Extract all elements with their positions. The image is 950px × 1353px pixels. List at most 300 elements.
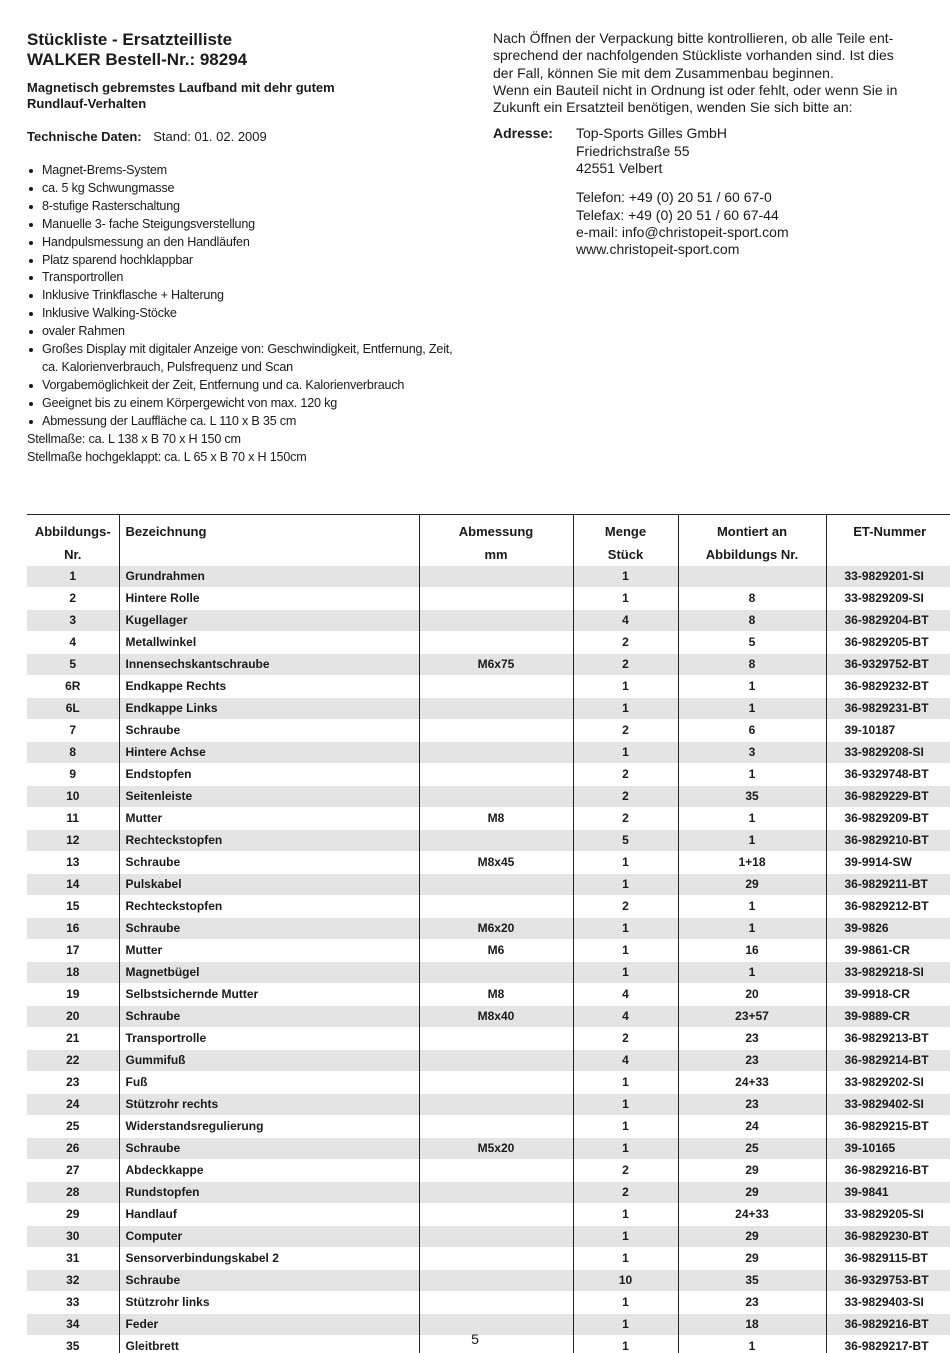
cell-dimension: M6	[419, 940, 573, 962]
cell-dimension	[419, 610, 573, 632]
feature-item: Magnet-Brems-System	[27, 162, 467, 180]
table-row	[27, 566, 950, 588]
feature-item: ca. 5 kg Schwungmasse	[27, 180, 467, 198]
cell-quantity: 1	[573, 1116, 678, 1138]
cell-spare-part-number: 36-9829217-BT	[826, 1336, 950, 1353]
cell-spare-part-number: 36-9829216-BT	[826, 1314, 950, 1336]
product-subtitle: Magnetisch gebremstes Laufband mit dehr gutem Rundlauf-Verhalten	[27, 80, 335, 111]
cell-mounted-at: 29	[678, 874, 826, 896]
cell-quantity: 4	[573, 984, 678, 1006]
cell-figure-nr: 19	[66, 987, 80, 1001]
cell-mounted-at: 5	[678, 632, 826, 654]
cell-spare-part-number: 39-9841	[826, 1182, 950, 1204]
cell-mounted-at: 29	[678, 1248, 826, 1270]
cell-dimension	[419, 1072, 573, 1094]
cell-quantity: 1	[573, 918, 678, 940]
intro-line: sprechend der nachfolgenden Stückliste vorhanden sind. Ist dies	[493, 47, 894, 64]
cell-figure-nr: 27	[66, 1163, 80, 1177]
cell-mounted-at: 1	[678, 918, 826, 940]
cell-spare-part-number: 36-9829230-BT	[826, 1226, 950, 1248]
parts-table-wrapper	[27, 514, 929, 1353]
cell-description: Pulskabel	[119, 874, 419, 896]
cell-quantity: 1	[573, 698, 678, 720]
cell-mounted-at: 23	[678, 1028, 826, 1050]
technical-data-date: Stand: 01. 02. 2009	[153, 129, 267, 144]
document-title	[27, 30, 467, 70]
feature-item: Inklusive Walking-Stöcke	[27, 305, 467, 323]
table-row	[27, 654, 950, 676]
table-row	[27, 1116, 950, 1138]
cell-quantity: 1	[573, 1072, 678, 1094]
cell-figure-nr: 10	[27, 786, 119, 808]
cell-figure-nr: 4	[69, 635, 77, 649]
table-row	[27, 764, 950, 786]
title-line-1: Stückliste - Ersatzteilliste	[27, 30, 233, 49]
cell-dimension	[419, 896, 573, 918]
table-row	[27, 1006, 950, 1028]
cell-description: Abdeckkappe	[119, 1160, 419, 1182]
technical-data-heading	[27, 129, 467, 145]
cell-description: Schraube	[119, 918, 419, 940]
cell-dimension	[419, 1050, 573, 1072]
cell-quantity: 2	[573, 1028, 678, 1050]
cell-mounted-at: 8	[678, 654, 826, 676]
table-row	[27, 1292, 950, 1314]
feature-item: Abmessung der Lauffläche ca. L 110 x B 35 cm	[27, 413, 467, 431]
cell-quantity: 1	[573, 1292, 678, 1314]
page-number: 5	[471, 1331, 479, 1347]
cell-spare-part-number: 33-9829218-SI	[826, 962, 950, 984]
cell-description: Grundrahmen	[119, 566, 419, 588]
address-company: Top-Sports Gilles GmbH	[576, 125, 727, 142]
cell-quantity: 1	[573, 1314, 678, 1336]
cell-figure-nr: 34	[27, 1314, 119, 1336]
cell-description: Fuß	[119, 1072, 419, 1094]
table-row	[27, 1204, 950, 1226]
cell-dimension	[419, 566, 573, 588]
cell-mounted-at: 35	[678, 786, 826, 808]
cell-spare-part-number: 33-9829201-SI	[826, 566, 950, 588]
cell-figure-nr: 7	[69, 723, 77, 737]
cell-dimension	[419, 742, 573, 764]
cell-quantity: 2	[573, 786, 678, 808]
cell-mounted-at: 25	[678, 1138, 826, 1160]
cell-spare-part-number: 36-9829231-BT	[826, 698, 950, 720]
cell-mounted-at	[678, 566, 826, 588]
table-row	[27, 1072, 950, 1094]
cell-spare-part-number: 39-9918-CR	[826, 984, 950, 1006]
cell-description: Mutter	[119, 808, 419, 830]
cell-mounted-at: 29	[678, 1226, 826, 1248]
header-description: Bezeichnung	[119, 515, 419, 567]
cell-spare-part-number: 36-9329748-BT	[826, 764, 950, 786]
intro-line: der Fall, können Sie mit dem Zusammenbau beginnen.	[493, 64, 834, 81]
cell-mounted-at: 23	[678, 1292, 826, 1314]
table-row	[27, 676, 950, 698]
cell-dimension	[419, 632, 573, 654]
cell-description: Seitenleiste	[119, 786, 419, 808]
cell-description: Schraube	[119, 1270, 419, 1292]
feature-item: Vorgabemöglichkeit der Zeit, Entfernung und ca. Kalorienverbrauch	[27, 377, 467, 395]
cell-spare-part-number: 33-9829402-SI	[826, 1094, 950, 1116]
cell-spare-part-number: 39-10187	[826, 720, 950, 742]
cell-spare-part-number: 33-9829208-SI	[826, 742, 950, 764]
cell-mounted-at: 1	[678, 808, 826, 830]
cell-figure-nr: 35	[66, 1339, 80, 1353]
cell-figure-nr: 21	[66, 1031, 80, 1045]
cell-quantity: 10	[573, 1270, 678, 1292]
cell-description: Metallwinkel	[119, 632, 419, 654]
cell-mounted-at: 8	[678, 588, 826, 610]
cell-quantity: 1	[573, 1248, 678, 1270]
cell-quantity: 2	[573, 1182, 678, 1204]
table-row	[27, 808, 950, 830]
cell-dimension	[419, 786, 573, 808]
cell-dimension	[419, 1204, 573, 1226]
cell-spare-part-number: 36-9829211-BT	[826, 874, 950, 896]
cell-figure-nr: 8	[27, 742, 119, 764]
cell-spare-part-number: 36-9829205-BT	[826, 632, 950, 654]
cell-description: Kugellager	[119, 610, 419, 632]
cell-description: Hintere Achse	[119, 742, 419, 764]
cell-mounted-at: 1	[678, 676, 826, 698]
table-row	[27, 1160, 950, 1182]
technical-data-label: Technische Daten:	[27, 129, 142, 144]
cell-dimension: M6x75	[419, 654, 573, 676]
cell-description: Gleitbrett	[119, 1336, 419, 1353]
cell-quantity: 1	[573, 874, 678, 896]
cell-description: Schraube	[119, 1006, 419, 1028]
cell-description: Endstopfen	[119, 764, 419, 786]
cell-dimension	[419, 1160, 573, 1182]
cell-description: Rechteckstopfen	[119, 896, 419, 918]
table-row	[27, 940, 950, 962]
cell-dimension: M5x20	[419, 1138, 573, 1160]
cell-spare-part-number: 39-9861-CR	[826, 940, 950, 962]
table-row	[27, 698, 950, 720]
feature-item: Platz sparend hochklappbar	[27, 252, 467, 270]
cell-figure-nr: 9	[69, 767, 77, 781]
feature-item: Geeignet bis zu einem Körpergewicht von max. 120 kg	[27, 395, 467, 413]
cell-figure-nr: 17	[66, 943, 80, 957]
cell-quantity: 2	[573, 808, 678, 830]
intro-line: Wenn ein Bauteil nicht in Ordnung ist oder fehlt, oder wenn Sie in	[493, 81, 898, 98]
dimensions-standing: Stellmaße: ca. L 138 x B 70 x H 150 cm	[27, 431, 241, 446]
cell-description: Transportrolle	[119, 1028, 419, 1050]
feature-item: 8-stufige Rasterschaltung	[27, 198, 467, 216]
cell-mounted-at: 24+33	[678, 1072, 826, 1094]
cell-quantity: 1	[573, 962, 678, 984]
cell-description: Magnetbügel	[119, 962, 419, 984]
cell-quantity: 5	[573, 830, 678, 852]
header-quantity: Menge Stück	[573, 515, 678, 567]
address-gap	[576, 177, 789, 189]
table-row	[27, 984, 950, 1006]
cell-quantity: 1	[573, 676, 678, 698]
cell-dimension	[419, 1270, 573, 1292]
cell-figure-nr: 32	[27, 1270, 119, 1292]
cell-mounted-at: 1	[678, 764, 826, 786]
cell-quantity: 1	[573, 1336, 678, 1353]
address-fax: Telefax: +49 (0) 20 51 / 60 67-44	[576, 206, 779, 223]
table-row	[27, 830, 950, 852]
cell-dimension	[419, 1248, 573, 1270]
cell-figure-nr: 18	[27, 962, 119, 984]
table-row	[27, 1028, 950, 1050]
cell-figure-nr: 24	[27, 1094, 119, 1116]
header-left	[27, 30, 467, 466]
cell-dimension: M8x45	[419, 852, 573, 874]
cell-spare-part-number: 33-9829205-SI	[826, 1204, 950, 1226]
cell-figure-nr: 29	[66, 1207, 80, 1221]
cell-quantity: 2	[573, 632, 678, 654]
cell-figure-nr: 28	[27, 1182, 119, 1204]
address-phone: Telefon: +49 (0) 20 51 / 60 67-0	[576, 189, 772, 206]
cell-spare-part-number: 39-10165	[826, 1138, 950, 1160]
table-row	[27, 610, 950, 632]
intro-line: Nach Öffnen der Verpackung bitte kontrollieren, ob alle Teile ent-	[493, 30, 894, 46]
address-block	[493, 125, 925, 258]
cell-quantity: 4	[573, 1050, 678, 1072]
cell-figure-nr: 26	[27, 1138, 119, 1160]
cell-mounted-at: 8	[678, 610, 826, 632]
cell-mounted-at: 1	[678, 830, 826, 852]
cell-figure-nr: 3	[27, 610, 119, 632]
cell-figure-nr: 30	[27, 1226, 119, 1248]
table-row	[27, 1094, 950, 1116]
cell-figure-nr: 13	[66, 855, 80, 869]
cell-dimension	[419, 764, 573, 786]
feature-item: ovaler Rahmen	[27, 323, 467, 341]
cell-spare-part-number: 33-9829209-SI	[826, 588, 950, 610]
cell-dimension	[419, 720, 573, 742]
cell-figure-nr: 22	[27, 1050, 119, 1072]
cell-description: Computer	[119, 1226, 419, 1248]
cell-figure-nr: 1	[27, 566, 119, 588]
cell-description: Schraube	[119, 1138, 419, 1160]
cell-quantity: 1	[573, 742, 678, 764]
table-header-row	[27, 515, 950, 567]
address-city: 42551 Velbert	[576, 160, 663, 177]
header-figure-nr: Abbildungs- Nr.	[34, 524, 111, 562]
table-row	[27, 1138, 950, 1160]
dimensions-folded: Stellmaße hochgeklappt: ca. L 65 x B 70 x H 150cm	[27, 449, 307, 464]
cell-figure-nr: 25	[66, 1119, 80, 1133]
cell-quantity: 2	[573, 720, 678, 742]
table-row	[27, 1182, 950, 1204]
feature-item: Handpulsmessung an den Handläufen	[27, 234, 467, 252]
cell-figure-nr: 2	[69, 591, 77, 605]
cell-figure-nr: 33	[66, 1295, 80, 1309]
cell-figure-nr: 12	[27, 830, 119, 852]
cell-mounted-at: 35	[678, 1270, 826, 1292]
cell-dimension	[419, 962, 573, 984]
cell-dimension	[419, 588, 573, 610]
cell-figure-nr: 6L	[27, 698, 119, 720]
cell-spare-part-number: 36-9829115-BT	[826, 1248, 950, 1270]
cell-mounted-at: 6	[678, 720, 826, 742]
cell-quantity: 1	[573, 940, 678, 962]
cell-spare-part-number: 33-9829403-SI	[826, 1292, 950, 1314]
cell-spare-part-number: 36-9829213-BT	[826, 1028, 950, 1050]
cell-dimension: M8x40	[419, 1006, 573, 1028]
cell-dimension	[419, 676, 573, 698]
table-row	[27, 1226, 950, 1248]
cell-quantity: 1	[573, 1226, 678, 1248]
address-street: Friedrichstraße 55	[576, 142, 690, 159]
address-body	[576, 125, 789, 258]
cell-mounted-at: 23	[678, 1050, 826, 1072]
cell-quantity: 1	[573, 588, 678, 610]
parts-table-body	[27, 566, 950, 1353]
cell-dimension	[419, 1094, 573, 1116]
parts-table	[27, 514, 950, 1353]
header-spare-part-number: ET-Nummer	[826, 515, 950, 567]
cell-description: Endkappe Rechts	[119, 676, 419, 698]
cell-figure-nr: 31	[66, 1251, 80, 1265]
cell-quantity: 1	[573, 1138, 678, 1160]
cell-description: Innensechskantschraube	[119, 654, 419, 676]
table-row	[27, 632, 950, 654]
cell-description: Rechteckstopfen	[119, 830, 419, 852]
cell-dimension	[419, 698, 573, 720]
title-line-2: WALKER Bestell-Nr.: 98294	[27, 50, 248, 69]
cell-spare-part-number: 36-9829209-BT	[826, 808, 950, 830]
cell-description: Mutter	[119, 940, 419, 962]
cell-spare-part-number: 36-9829216-BT	[826, 1160, 950, 1182]
cell-mounted-at: 1	[678, 698, 826, 720]
cell-dimension	[419, 1292, 573, 1314]
cell-mounted-at: 1	[678, 896, 826, 918]
cell-dimension	[419, 874, 573, 896]
cell-description: Handlauf	[119, 1204, 419, 1226]
cell-figure-nr: 23	[66, 1075, 80, 1089]
table-row	[27, 742, 950, 764]
table-row	[27, 962, 950, 984]
cell-description: Schraube	[119, 852, 419, 874]
cell-spare-part-number: 33-9829202-SI	[826, 1072, 950, 1094]
table-row	[27, 896, 950, 918]
cell-quantity: 2	[573, 654, 678, 676]
cell-spare-part-number: 36-9329753-BT	[826, 1270, 950, 1292]
address-email[interactable]: e-mail: info@christopeit-sport.com	[576, 223, 789, 240]
cell-description: Selbstsichernde Mutter	[119, 984, 419, 1006]
cell-quantity: 1	[573, 1204, 678, 1226]
cell-spare-part-number: 39-9889-CR	[826, 1006, 950, 1028]
address-label: Adresse:	[493, 125, 553, 142]
cell-mounted-at: 24+33	[678, 1204, 826, 1226]
cell-dimension	[419, 1116, 573, 1138]
cell-mounted-at: 1+18	[678, 852, 826, 874]
cell-spare-part-number: 36-9829229-BT	[826, 786, 950, 808]
cell-spare-part-number: 36-9829215-BT	[826, 1116, 950, 1138]
cell-mounted-at: 1	[678, 962, 826, 984]
cell-dimension: M6x20	[419, 918, 573, 940]
cell-spare-part-number: 36-9829204-BT	[826, 610, 950, 632]
cell-description: Hintere Rolle	[119, 588, 419, 610]
feature-item: Inklusive Trinkflasche + Halterung	[27, 287, 467, 305]
cell-description: Schraube	[119, 720, 419, 742]
cell-mounted-at: 20	[678, 984, 826, 1006]
cell-spare-part-number: 36-9829232-BT	[826, 676, 950, 698]
intro-line: Zukunft ein Ersatzteil benötigen, wenden Sie sich bitte an:	[493, 99, 853, 116]
cell-mounted-at: 16	[678, 940, 826, 962]
cell-description: Stützrohr links	[119, 1292, 419, 1314]
cell-figure-nr: 20	[27, 1006, 119, 1028]
cell-figure-nr: 11	[66, 811, 80, 825]
cell-mounted-at: 29	[678, 1182, 826, 1204]
dimensions	[27, 431, 467, 467]
cell-description: Rundstopfen	[119, 1182, 419, 1204]
cell-quantity: 2	[573, 1160, 678, 1182]
table-row	[27, 786, 950, 808]
cell-description: Gummifuß	[119, 1050, 419, 1072]
table-row	[27, 852, 950, 874]
table-row	[27, 720, 950, 742]
cell-quantity: 1	[573, 566, 678, 588]
cell-mounted-at: 29	[678, 1160, 826, 1182]
cell-figure-nr: 14	[27, 874, 119, 896]
cell-quantity: 4	[573, 1006, 678, 1028]
cell-figure-nr: 5	[27, 654, 119, 676]
table-row	[27, 1050, 950, 1072]
cell-dimension	[419, 1182, 573, 1204]
cell-mounted-at: 1	[678, 1336, 826, 1353]
cell-description: Sensorverbindungskabel 2	[119, 1248, 419, 1270]
address-website[interactable]: www.christopeit-sport.com	[576, 241, 740, 258]
cell-spare-part-number: 39-9914-SW	[826, 852, 950, 874]
cell-spare-part-number: 39-9826	[826, 918, 950, 940]
cell-spare-part-number: 36-9829212-BT	[826, 896, 950, 918]
header-right	[493, 30, 925, 259]
cell-figure-nr: 6R	[65, 679, 81, 693]
header-dimension: Abmessung mm	[419, 515, 573, 567]
cell-quantity: 4	[573, 610, 678, 632]
cell-dimension: M8	[419, 808, 573, 830]
cell-description: Endkappe Links	[119, 698, 419, 720]
cell-mounted-at: 3	[678, 742, 826, 764]
cell-description: Feder	[119, 1314, 419, 1336]
cell-dimension: M8	[419, 984, 573, 1006]
cell-description: Widerstandsregulierung	[119, 1116, 419, 1138]
table-row	[27, 874, 950, 896]
cell-quantity: 1	[573, 852, 678, 874]
cell-mounted-at: 23+57	[678, 1006, 826, 1028]
table-row	[27, 588, 950, 610]
cell-spare-part-number: 36-9829214-BT	[826, 1050, 950, 1072]
cell-figure-nr: 16	[27, 918, 119, 940]
cell-quantity: 1	[573, 1094, 678, 1116]
cell-spare-part-number: 36-9329752-BT	[826, 654, 950, 676]
cell-figure-nr: 15	[66, 899, 80, 913]
feature-item: Großes Display mit digitaler Anzeige von: Geschwindigkeit, Entfernung, Zeit, ca. Kalorienverbrauch, Pulsfrequenz und Scan	[27, 341, 467, 377]
feature-list	[27, 162, 467, 431]
cell-spare-part-number: 36-9829210-BT	[826, 830, 950, 852]
feature-item: Transportrollen	[27, 269, 467, 287]
intro-text	[493, 30, 925, 116]
cell-dimension	[419, 1226, 573, 1248]
table-row	[27, 1248, 950, 1270]
cell-mounted-at: 24	[678, 1116, 826, 1138]
cell-dimension	[419, 830, 573, 852]
cell-dimension	[419, 1028, 573, 1050]
table-row	[27, 918, 950, 940]
table-row	[27, 1270, 950, 1292]
cell-quantity: 2	[573, 896, 678, 918]
cell-mounted-at: 23	[678, 1094, 826, 1116]
cell-mounted-at: 18	[678, 1314, 826, 1336]
cell-description: Stützrohr rechts	[119, 1094, 419, 1116]
